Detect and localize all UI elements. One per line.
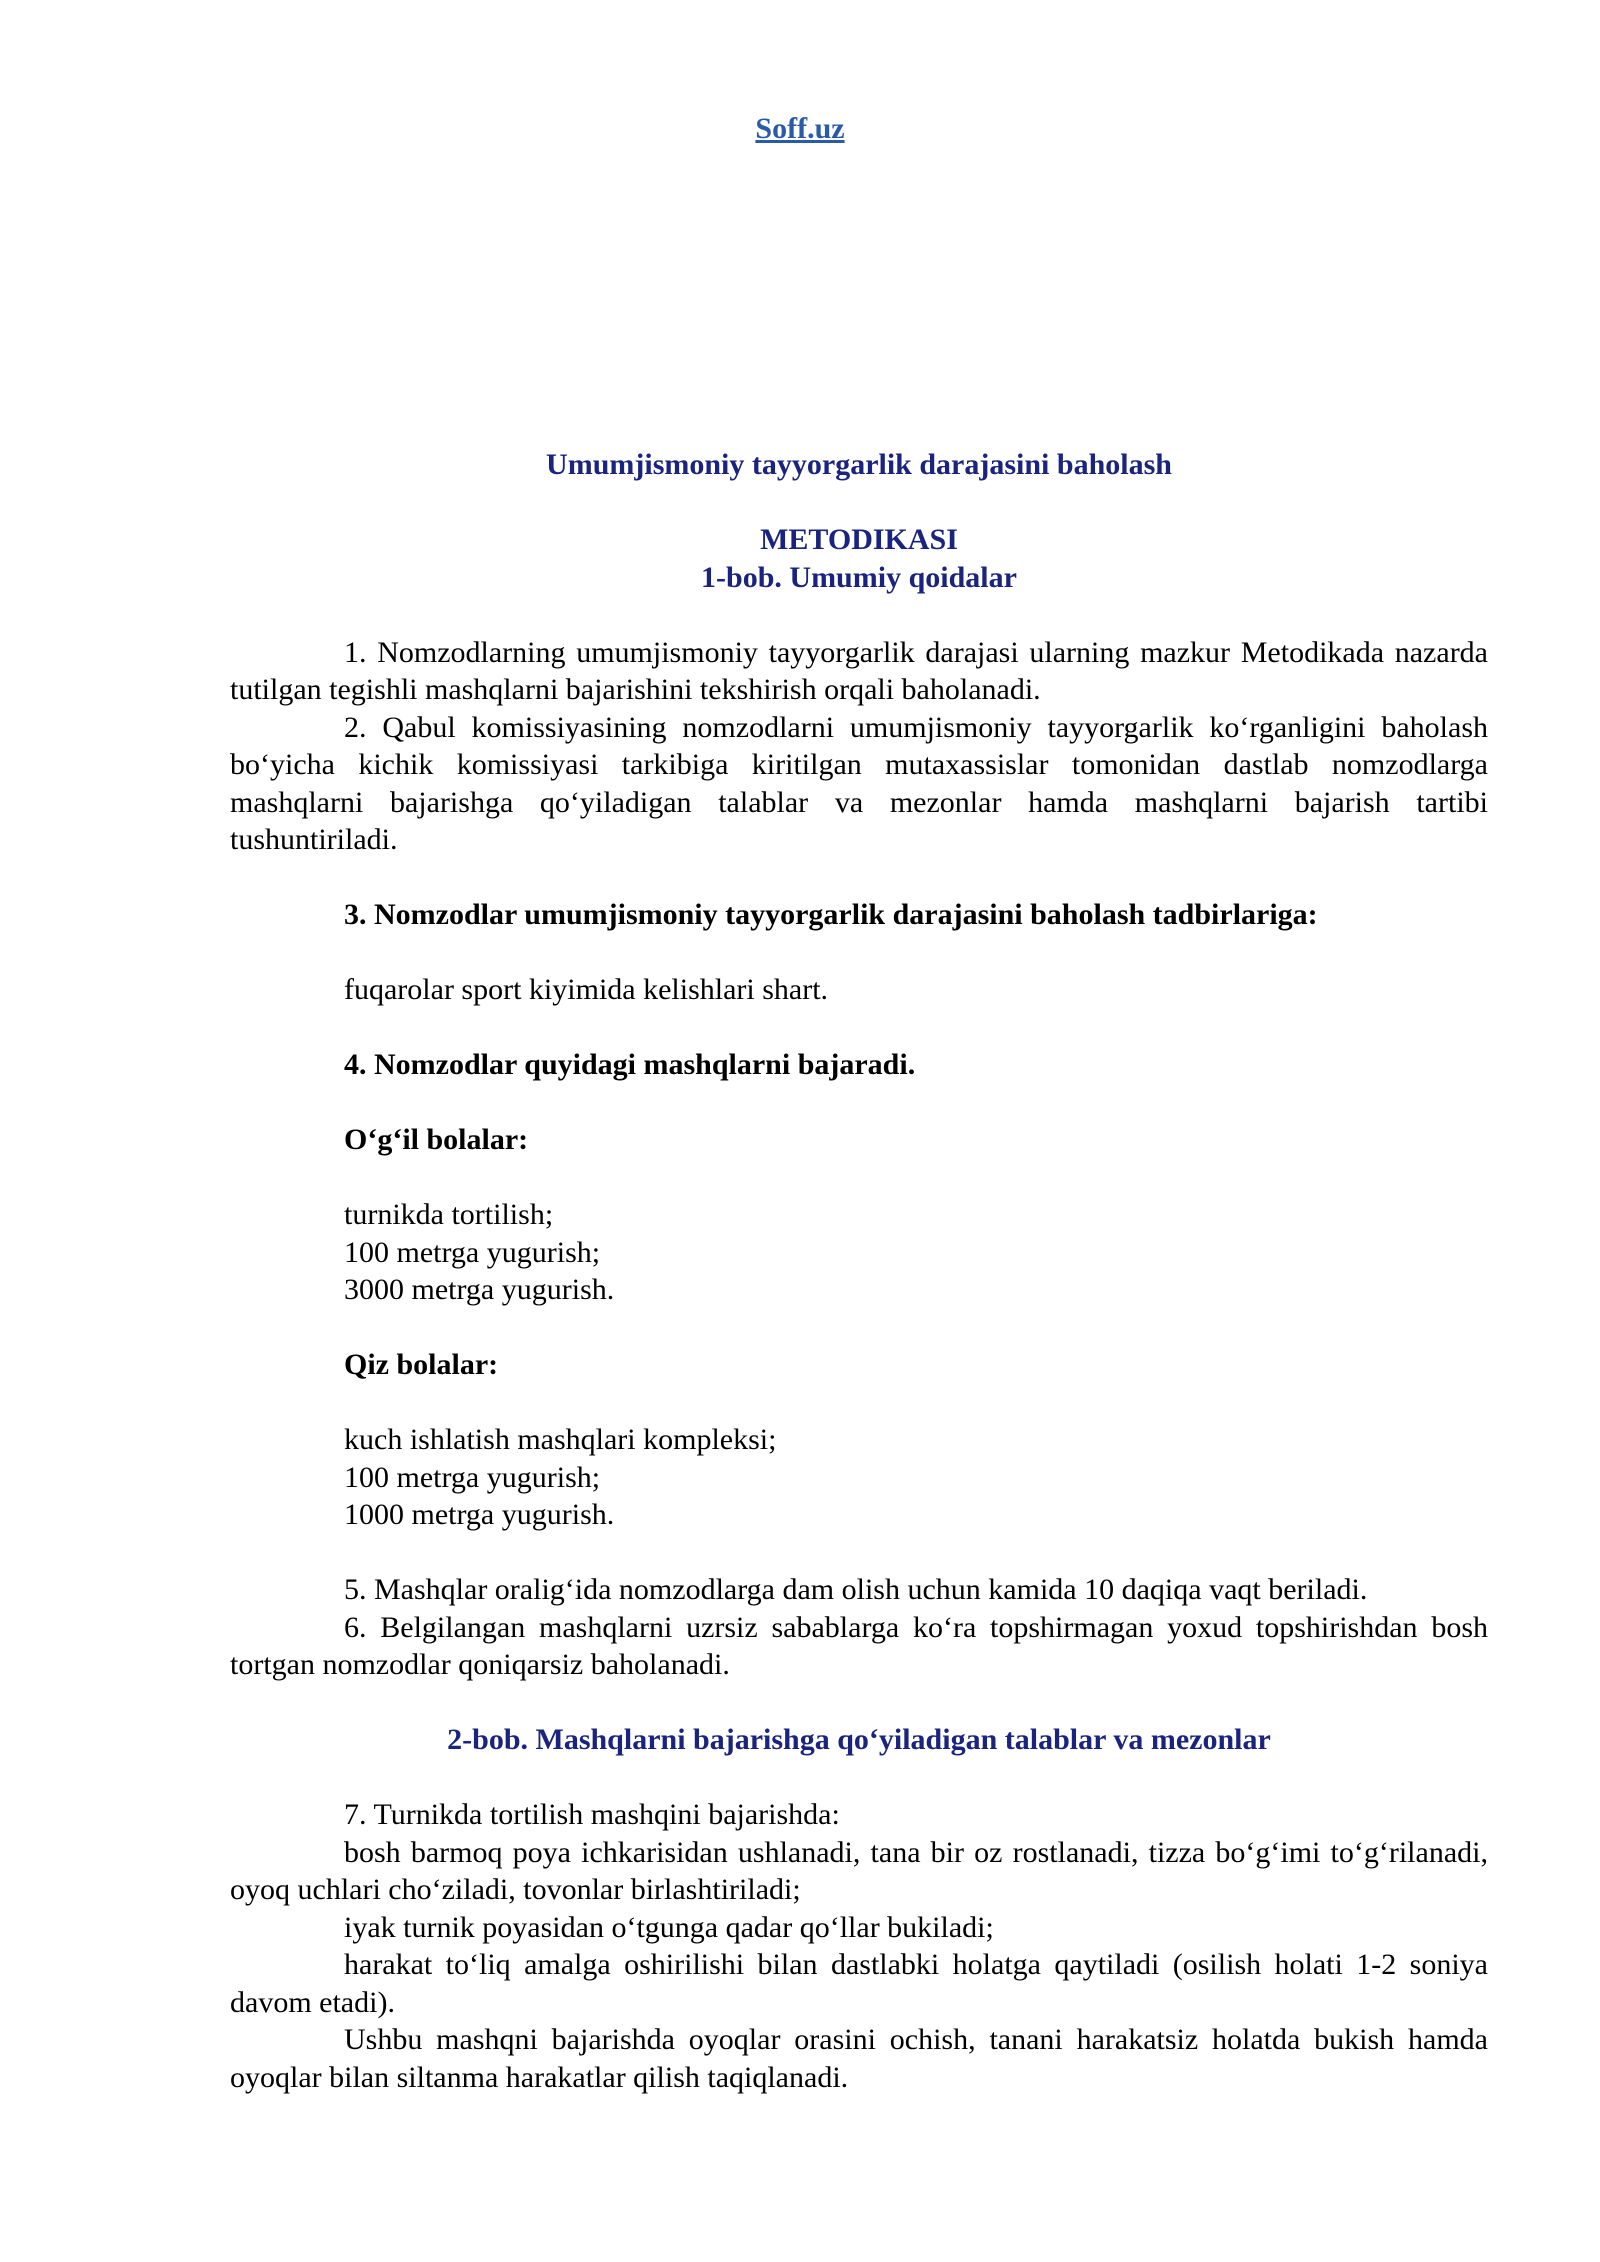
paragraph-6: 6. Belgilangan mashqlarni uzrsiz sabablarga koʻra topshirmagan yoxud topshirishdan bosh tortgan nomzodlar qoniqarsiz baholanadi. [230, 1610, 1488, 1681]
paragraph-7-d: Ushbu mashqni bajarishda oyoqlar orasini ochish, tanani harakatsiz holatda bukish hamda oyoqlar bilan siltanma harakatlar qilish taqiqlanadi. [230, 2023, 1488, 2094]
boys-item: 100 metrga yugurish; [344, 1235, 601, 1269]
paragraph-7: 7. Turnikda tortilish mashqini bajarishda: [344, 1798, 840, 1831]
document-subtitle: METODIKASI [760, 523, 958, 556]
girls-item: 100 metrga yugurish; [344, 1460, 601, 1494]
chapter-2-heading: 2-bob. Mashqlarni bajarishga qoʻyiladigan talablar va mezonlar [447, 1723, 1271, 1756]
girls-item: 1000 metrga yugurish. [344, 1498, 615, 1531]
boys-heading: Oʻgʻil bolalar: [344, 1123, 529, 1156]
paragraph-7-c: harakat toʻliq amalga oshirilishi bilan dastlabki holatga qaytiladi (osilish holati 1-2 soniya davom etadi). [230, 1948, 1488, 2019]
document-title: Umumjismoniy tayyorgarlik darajasini baholash [546, 448, 1172, 481]
paragraph-7-a: bosh barmoq poya ichkarisidan ushlanadi, tana bir oz rostlanadi, tizza boʻgʻimi toʻgʻrilanadi, oyoq uchlari choʻziladi, tovonlar birlashtiriladi; [230, 1835, 1488, 1906]
document-body [230, 446, 1488, 2096]
paragraph-2: 2. Qabul komissiyasining nomzodlarni umumjismoniy tayyorgarlik koʻrganligini baholash boʻyicha kichik komissiyasi tarkibiga kiritilgan mutaxassislar tomonidan dastlab nomzodlarga mashqlarni bajarishga qoʻyiladigan talablar va mezonlar hamda mashqlarni bajarish tartibi tushuntiriladi. [230, 710, 1488, 856]
paragraph-4-heading: 4. Nomzodlar quyidagi mashqlarni bajaradi. [344, 1048, 916, 1081]
site-link[interactable]: Soff.uz [755, 112, 845, 145]
paragraph-5: 5. Mashqlar oraligʻida nomzodlarga dam olish uchun kamida 10 daqiqa vaqt beriladi. [344, 1573, 1368, 1606]
boys-item: turnikda tortilish; [344, 1198, 554, 1231]
paragraph-1: 1. Nomzodlarning umumjismoniy tayyorgarlik darajasi ularning mazkur Metodikada nazarda tutilgan tegishli mashqlarni bajarishini tekshirish orqali baholanadi. [230, 635, 1488, 706]
girls-heading: Qiz bolalar: [344, 1348, 499, 1381]
paragraph-3-heading: 3. Nomzodlar umumjismoniy tayyorgarlik darajasini baholash tadbirlariga: [344, 898, 1318, 931]
chapter-1-heading: 1-bob. Umumiy qoidalar [701, 560, 1017, 594]
boys-item: 3000 metrga yugurish. [344, 1273, 615, 1306]
girls-item: kuch ishlatish mashqlari kompleksi; [344, 1423, 777, 1456]
paragraph-7-b: iyak turnik poyasidan oʻtgunga qadar qoʻllar bukiladi; [344, 1910, 994, 1944]
paragraph-3-text: fuqarolar sport kiyimida kelishlari shart. [344, 973, 829, 1006]
